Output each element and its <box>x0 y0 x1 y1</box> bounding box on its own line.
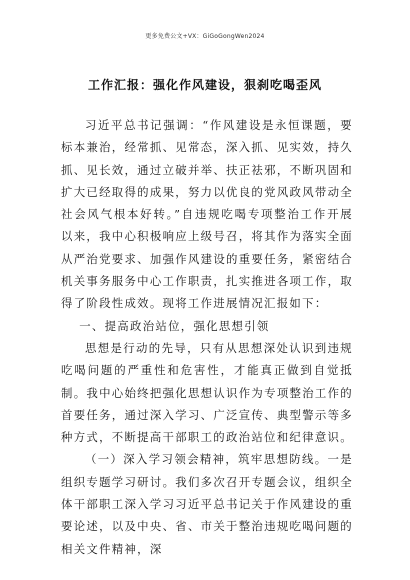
section-heading: 一、提高政治站位，强化思想引领 <box>79 318 270 333</box>
section-paragraph: 思想是行动的先导，只有从思想深处认识到违规吃喝问题的严重性和危害性，才能真正做到自觉抵制。我中心始终把强化思想认识作为专项整治工作的首要任务，通过深入学习、广泛宣传、典型警示等多种方式，不断提高干部职工的政治站位和纪律意识。 <box>61 340 353 445</box>
header-note: 更多免费公文+VX：GiGoGongWen2024 <box>145 33 265 40</box>
intro-paragraph: 习近平总书记强调：“作风建设是永恒课题，要标本兼治，经常抓、见常态，深入抓、见实效，持久抓、见长效，通过立破并举、扶正祛邪，不断巩固和扩大已经取得的成果，努力以优良的党风政风带动全社会风气根本好转。”自违规吃喝专项整治工作开展以来，我中心积极响应上级号召，将其作为落实全面从严治党要求、加强作风建设的重要任务，紧密结合机关事务服务中心工作职责，扎实推进各项工作，取得了阶段性成效。现将工作进展情况汇报如下： <box>61 118 353 311</box>
subsection-paragraph: （一）深入学习领会精神，筑牢思想防线。一是组织专题学习研讨。我们多次召开专题会议，组织全体干部职工深入学习习近平总书记关于作风建设的重要论述，以及中央、省、市关于整治违规吃喝问题的相关文件精神，深 <box>61 452 353 556</box>
document-title: 工作汇报：强化作风建设，狠刹吃喝歪风 <box>87 78 322 92</box>
document-body <box>61 114 353 560</box>
